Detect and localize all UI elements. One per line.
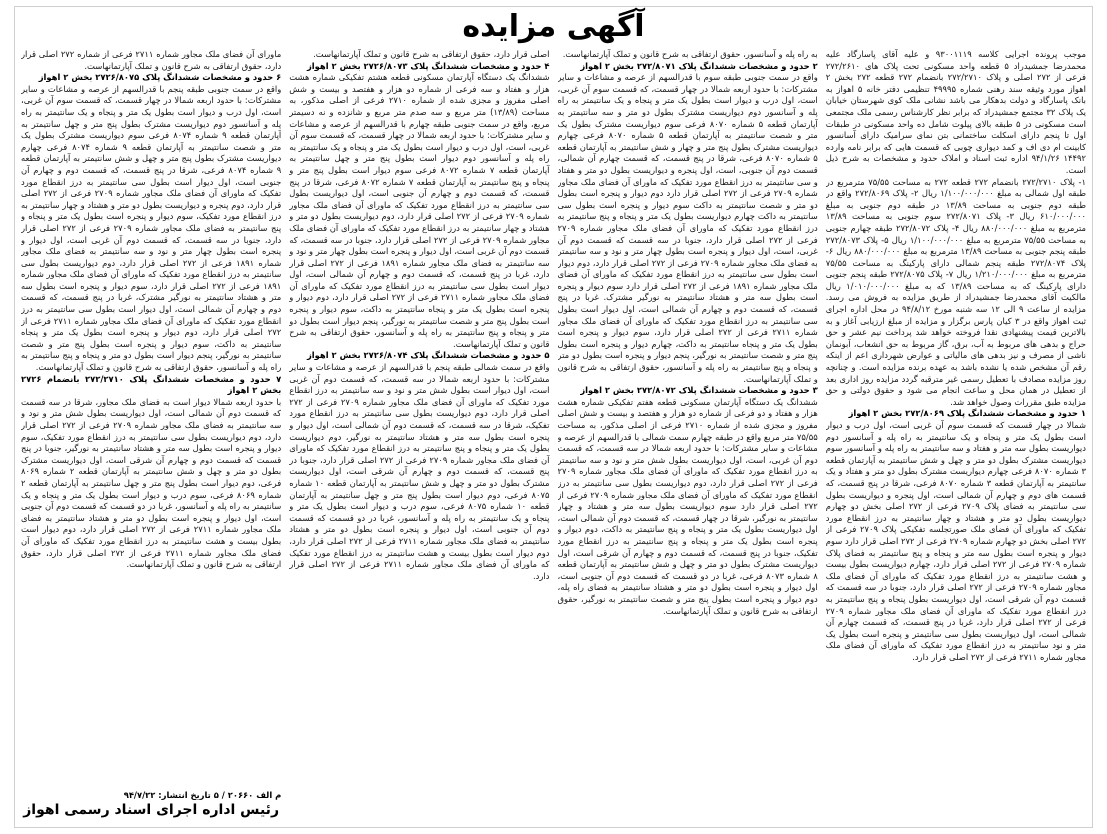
section-body-7-wrap (21, 397, 281, 571)
column-1 (826, 49, 1086, 819)
section-heading-6: ۶ حدود و مشخصات ششدانگ پلاک ۲۷۲۶/۸۰۷۵ بخش ۲ اهواز (38, 72, 282, 83)
section-body-3: ششدانگ یک دستگاه آپارتمان مسکونی قطعه هفتم تفکیکی شماره هشت هزار و هفتاد و دو فرعی از شماره دو هزار و هفتصد و بیست و شش اصلی مفروز و مجزی شده از شماره ۲۷۱۰ فرعی از اصلی مذکور، به مساحت ۷۵/۵۵ متر مربع واقع در طبقه چهارم سمت شمالی با قدرالسهم از عرصه و مشاعات و سایر مشترکات: با حدود اربعه شمالا در سه قسمت، که قسمت دوم آن غربی، است، اول دیواریست بطول شش متر و نود و سه سانتیمتر به درز انقطاع مورد تفکیک که ماورای آن فضای ملک مجاور شماره ۲۷۰۹ فرعی از ۲۷۲ اصلی قرار دارد، دوم دیواریست بطول سی سانتیمتر به درز انقطاع مورد تفکیک که ماورای آن فضای ملک مجاور شماره ۲۷۰۹ فرعی از ۲۷۲ اصلی قرار دارد سوم دیواریست بطول سه متر و هشتاد و چهار سانتیمتر به نورگیر، شرقا در چهار قسمت، که قسمت دوم آن شمالی است، اول دیواریست بطول یک متر و پنجاه و پنج سانتیمتر به داکت، دوم دیوار و پنجره است بطول یک متر و پنجاه و پنج سانتیمتر به درز انقطاع مورد تفکیک، جنوبا در پنج قسمت، که قسمت دوم و چهارم آن شرقی است، اول دیواریست مشترک بطول دو متر و چهل و شش سانتیمتر به آپارتمان قطعه ۸ شماره ۸۰۷۳ فرعی، غربا در دو قسمت که قسمت دوم آن جنوبی است، اول دیوار و پنجره است بطول دو متر و هشتاد سانتیمتر به فضای راه پله، دوم دیوار و پنجره است بطول پنج متر و شصت سانتیمتر به نورگیر، حقوق ارتفاقی به شرح قانون و تملک آپارتمانهاست. (557, 396, 818, 616)
intro-paragraph: موجب پرونده اجرایی کلاسه ۹۳۰۰۱۱۱۹ و علیه آقای پاسارگاد علیه محمدرضا جمشیدراد ۵ قطعه واحد مسکونی تحت پلاک های ۲۷۲/۲۶۱۰ فرعی از ۲۷۲ اصلی و پلاک ۲۷۲/۲۷۱۰ بانضمام ۲۷۲ قطعه ۲۷۲ بخش ۲ اهواز مورد وثیقه سند رهنی شماره ۴۹۹۹۵ تنظیمی دفتر خانه ۵ اهواز به بانک پاسارگاد و دولت بدهکار می باشد نشانی ملک کوی شهرستان خیابان یک پلاک ۳۲ مجتمع جمشیدراد که برابر نظر کارشناس رسمی ملک مجتمعی است مسکونی در ۵ طبقه بالای پیلوت شامل ده واحد مسکونی در طبقات اول تا پنجم دارای اسکلت ساختمانی بتن نمای سرامیک دارای آسانسور کابینت ام دی اف و کمد دیواری چوبی که قسمت هایی که برابر نامه وارده ۱۴۴۹۲ ۹۴/۱/۲۶ اداره ثبت اسناد و املاک حدود و مشخصات به شرح ذیل است. (825, 49, 1086, 175)
continued-paragraph: به راه پله و آسانسور، حقوق ارتفاقی به شرح قانون و تملک آپارتمانهاست. (562, 49, 818, 59)
continued-paragraph: ماورای آن فضای ملک مجاور شماره ۲۷۱۱ فرعی از شماره ۲۷۲ اصلی قرار دارد، حقوق ارتفاقی به شرح قانون و تملک آپارتمانهاست. (21, 49, 282, 71)
section-heading-4: ۴ حدود و مشخصات ششدانگ پلاک ۲۷۲۶/۸۰۷۳ بخش ۲ اهواز (306, 60, 550, 71)
column-4 (21, 49, 281, 819)
text-columns (21, 49, 1086, 819)
section-body-7: با حدود اربعه شمالا دیوار است به فضای ملک مجاور، شرقا در سه قسمت که قسمت دوم آن شمالی است، اول دیواریست بطول شش متر و نود و سه سانتیمتر به فضای ملک مجاور شماره ۲۷۰۹ فرعی از ۲۷۲ اصلی قرار دارد، دوم دیواریست بطول سی سانتیمتر به درز انقطاع مورد تفکیک، سوم دیوار و پنجره است بطول سه متر و هشتاد سانتیمتر به نورگیر، جنوبا در پنج قسمت که قسمت دوم و چهارم آن شرقی است، اول دیواریست مشترک بطول دو متر و چهل و شش سانتیمتر به آپارتمان قطعه ۲ شماره ۸۰۶۹ فرعی، دوم دیوار است بطول پنج متر و چهل سانتیمتر به آپارتمان قطعه ۲ شماره ۸۰۶۹ فرعی، سوم درب و دیوار است بطول یک متر و پنجاه و یک سانتیمتر به راه پله و آسانسور، غربا در دو قسمت که قسمت دوم آن جنوبی است، اول دیوار و پنجره است بطول دو متر و هشتاد سانتیمتر به فضای ملک مجاور شماره ۲۷۱۱ فرعی از ۲۷۲ اصلی قرار دارد، دوم دیوار است بطول بیست و هشت سانتیمتر به درز انقطاع مورد تفکیک که ماورای آن فضای ملک مجاور شماره ۲۷۱۱ فرعی از ۲۷۲ اصلی قرار دارد، حقوق ارتفاقی به شرح قانون و تملک آپارتمانهاست. (21, 396, 282, 570)
column-3 (289, 49, 549, 819)
section-heading-3: ۳ حدود و مشخصات ششدانگ پلاک ۲۷۲/۸۰۷۲ بخش ۲ اهواز (580, 385, 818, 396)
section-body-5: واقع در سمت شمالی طبقه پنجم با قدرالسهم از عرصه و مشاعات و سایر مشترکات: با حدود اربعه شمالا در سه قسمت، که قسمت دوم آن غربی است، اول دیوار است بطول شش متر و نود و سه سانتیمتر به درز انقطاع مورد تفکیک که ماورای آن فضای ملک مجاور شماره ۲۷۰۹ فرعی از ۲۷۲ اصلی قرار دارد، دوم دیواریست بطول سی سانتیمتر به درز انقطاع مورد تفکیک، شرقا در سه قسمت، که قسمت دوم آن شمالی است، اول دیوار و پنجره است بطول سه متر و هشتاد سانتیمتر به نورگیر، دوم دیواریست بطول یک متر و پنجاه و پنج سانتیمتر به درز انقطاع مورد تفکیک که ماورای آن فضای ملک مجاور شماره ۲۷۰۹ فرعی از ۲۷۲ اصلی قرار دارد، جنوبا در پنج قسمت، که قسمت دوم و چهارم آن شرقی است، اول دیواریست مشترک بطول دو متر و چهل و شش سانتیمتر به آپارتمان قطعه ۱۰ شماره ۸۰۷۵ فرعی، دوم دیوار است بطول پنج متر و چهل سانتیمتر به آپارتمان قطعه ۱۰ شماره ۸۰۷۵ فرعی، سوم درب و دیوار است بطول یک متر و پنجاه و یک سانتیمتر به راه پله و آسانسور، غربا در دو قسمت که قسمت دوم آن جنوبی است، اول دیوار و پنجره است بطول دو متر و هشتاد سانتیمتر به فضای ملک مجاور شماره ۲۷۱۱ فرعی از ۲۷۲ اصلی قرار دارد، دوم دیوار است بطول بیست و هشت سانتیمتر به درز انقطاع مورد تفکیک که ماورای آن فضای ملک مجاور شماره ۲۷۱۱ فرعی از ۲۷۲ اصلی قرار دارد. (289, 362, 550, 581)
publication-note: م الف ۲۰۶۶۰ / ۵ تاریخ انتشار: ۹۴/۷/۲۲ (123, 790, 282, 800)
section-body-2: واقع در سمت جنوبی طبقه سوم با قدرالسهم از عرصه و مشاعات و سایر مشترکات: با حدود اربعه شمالا در چهار قسمت، که قسمت سوم آن غربی، است، اول درب و دیوار است بطول یک متر و پنجاه و یک سانتیمتر به راه پله و آسانسور دوم دیواریست مشترک بطول دو متر و سه سانتیمتر به آپارتمان قطعه ۵ شماره ۸۰۷۰ فرعی سوم دیواریست مشترک بطول یک متر و شصت سانتیمتر به آپارتمان قطعه ۵ شماره ۸۰۷۰ فرعی چهارم دیواریست مشترک بطول پنج متر و چهار و شش سانتیمتر به آپارتمان قطعه ۵ شماره ۸۰۷۰ فرعی، شرقا در پنج قسمت، که قسمت چهارم آن شمالی، قسمت دوم آن جنوبی، است، اول پنجره و دیواریست بطول دو متر و هفتاد و سی سانتیمتر به درز انقطاع مورد تفکیک که ماورای آن فضای ملک مجاور شماره ۲۷۰۹ فرعی از ۲۷۲ اصلی قرار دارد دوم دیوار و پنجره است بطول دو متر و شصت سانتیمتر به داکت سوم دیوار و پنجره است بطول سی سانتیمتر به داکت چهارم دیواریست بطول یک متر و پنجاه و پنج سانتیمتر به درز انقطاع مورد تفکیک که ماورای آن فضای ملک مجاور شماره ۲۷۰۹ فرعی از ۲۷۲ اصلی قرار دارد، جنوبا در سه قسمت که قسمت دوم آن غربی، است، اول دیوار و پنجره است بطول چهار متر و نود و سه سانتیمتر به فضای ملک مجاور شماره ۲۷۰۹ فرعی از ۲۷۲ اصلی قرار دارد، دوم دیوار است بطول سی سانتیمتر به درز انقطاع مورد تفکیک که ماورای آن فضای ملک مجاور شماره ۱۸۹۱ فرعی از ۲۷۲ اصلی قرار دارد سوم دیوار و پنجره است بطول سه متر و هشتاد سانتیمتر به نورگیر مشترک. غربا در پنج قسمت، که قسمت دوم و چهارم آن شمالی است، اول دیوار است بطول سی سانتیمتر به درز انقطاع مورد تفکیک که ماورای آن فضای ملک مجاور شماره ۲۷۱۱ فرعی از ۲۷۲ اصلی قرار دارد، سوم دیوار و پنجره است بطول یک متر و پنجاه سانتیمتر به داکت، چهارم دیوار و پنجره است بطول پنج متر و شصت سانتیمتر به نورگیر، پنجم دیوار و پنجره است بطول دو متر و پنجاه و پنج سانتیمتر به راه پله و آسانسور، حقوق ارتفاقی به شرح قانون و تملک آپارتمانهاست. (557, 72, 818, 384)
signature: رئیس اداره اجرای اسناد رسمی اهواز (23, 802, 280, 818)
section-heading-2: ۲ حدود و مشخصات ششدانگ پلاک ۲۷۲/۸۰۷۱ بخش ۲ اهواز (580, 60, 818, 71)
section-body-1: شمالا در چهار قسمت که قسمت سوم آن غربی است، اول درب و دیوار است بطول یک متر و پنجاه و یک سانتیمتر به راه پله و آسانسور دوم دیواریست بطول سه متر و هفتاد و سه سانتیمتر به راه پله و آسانسور سوم دیواریست مشترک بطول دو متر و چهل و شش سانتیمتر به آپارتمان قطعه ۳ شماره ۸۰۷۰ فرعی چهارم دیواریست مشترک بطول دو متر و هفتاد و یک سانتیمتر به آپارتمان قطعه ۳ شماره ۸۰۷۰ فرعی، شرقا در پنج قسمت، که قسمت های دوم و چهارم آن شمالی است، اول پنجره و دیواریست بطول سی سانتیمتر به فضای پلاک ۲۷۰۹ فرعی از ۲۷۲ اصلی بخش دو چهارم دیواریست بطول دو متر و هشتاد و چهار سانتیمتر به درز انقطاع مورد تفکیک که ماورای آن فضای ملک صورتجلسه تفکیکی پلاک ۲۷۰۹ فرعی از ۲۷۲ اصلی بخش دو چهارم شماره ۲۷۰۹ فرعی از ۲۷۲ اصلی قرار دارد سوم دیوار و پنجره است بطول سه متر و پنجاه و پنج سانتیمتر به فضای پلاک شماره ۲۷۰۹ فرعی از ۲۷۲ اصلی قرار دارد، چهارم دیواریست بطول بیست و هشت سانتیمتر به درز انقطاع مورد تفکیک که ماورای آن فضای ملک مجاور شماره ۲۷۰۹ فرعی از ۲۷۲ اصلی قرار دارد، جنوبا در سه قسمت که قسمت دوم آن شرقی است، اول دیواریست بطول پنجاه و پنج سانتیمتر به درز انقطاع مورد تفکیک که ماورای آن فضای ملک مجاور شماره ۲۷۰۹ فرعی از ۲۷۲ اصلی قرار دارد، غربا در پنج قسمت، که قسمت چهارم آن شمالی است، اول دیواریست بطول سی سانتیمتر و پنجره است بطول یک متر و نود سانتیمتر به درز انقطاع مورد تفکیک که ماورای آن فضای ملک مجاور شماره ۲۷۱۱ فرعی از ۲۷۲ اصلی قرار دارد. (825, 420, 1086, 662)
newspaper-page (14, 6, 1093, 828)
section-heading-5: ۵ حدود و مشخصات ششدانگ پلاک ۲۷۲۶/۸۰۷۴ بخش ۲ اهواز (306, 350, 550, 361)
section-body-6: واقع در سمت جنوبی طبقه پنجم با قدرالسهم از عرصه و مشاعات و سایر مشترکات: با حدود اربعه شمالا در چهار قسمت، که قسمت سوم آن غربی، است، اول درب و دیوار است بطول یک متر و پنجاه و یک سانتیمتر به راه پله و آسانسور دوم دیواریست مشترک بطول پنج متر و چهل سانتیمتر به آپارتمان قطعه ۹ شماره ۸۰۷۴ فرعی سوم دیواریست مشترک بطول یک متر و شصت سانتیمتر به آپارتمان قطعه ۹ شماره ۸۰۷۴ فرعی چهارم دیواریست مشترک بطول پنج متر و چهل و شش سانتیمتر به آپارتمان قطعه ۹ شماره ۸۰۷۴ فرعی، شرقا در پنج قسمت، که قسمت دوم و چهارم آن جنوبی است، اول دیوار است بطول سی سانتیمتر به درز انقطاع مورد تفکیک که ماورای آن فضای ملک مجاور شماره ۲۷۰۹ فرعی از ۲۷۲ اصلی قرار دارد، دوم پنجره و دیواریست بطول دو متر و هشتاد و چهار سانتیمتر به درز انقطاع مورد تفکیک، سوم دیوار و پنجره است بطول یک متر و پنجاه و پنج سانتیمتر به فضای ملک مجاور شماره ۲۷۰۹ فرعی از ۲۷۲ اصلی قرار دارد، جنوبا در سه قسمت، که قسمت دوم آن غربی است، اول دیوار و پنجره است بطول چهار متر و نود و سه سانتیمتر به فضای ملک مجاور شماره ۱۸۹۱ فرعی از ۲۷۲ اصلی قرار دارد، دوم دیواریست بطول سی سانتیمتر به درز انقطاع مورد تفکیک که ماورای آن فضای ملک مجاور شماره ۱۸۹۱ فرعی از ۲۷۲ اصلی قرار دارد، سوم دیوار و پنجره است بطول سه متر و هشتاد سانتیمتر به نورگیر مشترک، غربا در پنج قسمت، که قسمت دوم و چهارم آن شمالی است، اول دیوار است بطول سی سانتیمتر به درز انقطاع مورد تفکیک که ماورای آن فضای ملک مجاور شماره ۲۷۱۱ فرعی از ۲۷۲ اصلی قرار دارد، دوم دیوار و پنجره است بطول یک متر و پنجاه سانتیمتر به داکت، سوم دیوار و پنجره است بطول پنج متر و شصت سانتیمتر به نورگیر، پنجم دیوار است بطول دو متر و پنجاه و پنج سانتیمتر به راه پله و آسانسور، حقوق ارتفاقی به شرح قانون و تملک آپارتمانهاست. (21, 83, 282, 373)
section-heading-1: ۱ حدود و مشخصات ششدانگ پلاک ۲۷۲/۸۰۶۹ بخش ۲ اهواز (848, 408, 1086, 419)
continued-paragraph: اصلی قرار دارد، حقوق ارتفاقی به شرح قانون و تملک آپارتمانهاست. (313, 49, 550, 59)
section-heading-7: ۷ حدود و مشخصات ششدانگ پلاک ۲۷۲/۲۷۱۰ بانضمام ۲۷۲۶ بخش ۲ اهواز (21, 373, 282, 396)
signature-block (21, 787, 281, 819)
column-2 (558, 49, 818, 819)
section-body-4: ششدانگ یک دستگاه آپارتمان مسکونی قطعه هشتم تفکیکی شماره هشت هزار و هفتاد و سه فرعی از شماره دو هزار و هفتصد و بیست و شش اصلی مفروز و مجزی شده از شماره ۲۷۱۰ فرعی از اصلی مذکور، به مساحت (۱۳/۸۹) متر مربع و سه صدم متر مربع و شانزده و نه دسیمتر مربع، واقع در سمت جنوبی طبقه چهارم با قدرالسهم از عرصه و مشاعات و سایر مشترکات: با حدود اربعه شمالا در چهار قسمت، که قسمت سوم آن غربی، است، اول درب و دیوار است بطول یک متر و پنجاه و یک سانتیمتر به راه پله و آسانسور دوم دیوار است بطول پنج متر و چهل سانتیمتر به آپارتمان قطعه ۷ شماره ۸۰۷۲ فرعی سوم دیوار است بطول پنج متر و پنجاه و پنج سانتیمتر به آپارتمان قطعه ۷ شماره ۸۰۷۲ فرعی، شرقا در پنج قسمت، که قسمت دوم و چهارم آن جنوبی است، اول دیواریست بطول سی سانتیمتر به درز انقطاع مورد تفکیک که ماورای آن فضای ملک مجاور شماره ۲۷۰۹ فرعی از ۲۷۲ اصلی قرار دارد، دوم دیواریست بطول دو متر و هشتاد و چهار سانتیمتر به درز انقطاع مورد تفکیک که ماورای آن فضای ملک مجاور شماره ۲۷۰۹ فرعی از ۲۷۲ اصلی قرار دارد، جنوبا در سه قسمت، که قسمت دوم آن غربی است، اول دیوار و پنجره است بطول چهار متر و نود و سه سانتیمتر به فضای ملک مجاور شماره ۱۸۹۱ فرعی از ۲۷۲ اصلی قرار دارد، غربا در پنج قسمت، که قسمت دوم و چهارم آن شمالی است، اول دیوار است بطول سی سانتیمتر به درز انقطاع مورد تفکیک که ماورای آن فضای ملک مجاور شماره ۲۷۱۱ فرعی از ۲۷۲ اصلی قرار دارد، دوم دیوار و پنجره است بطول یک متر و پنجاه سانتیمتر به داکت، سوم دیوار و پنجره است بطول پنج متر و شصت سانتیمتر به نورگیر، پنجم دیوار است بطول دو متر و پنجاه و پنج سانتیمتر به راه پله و آسانسور، حقوق ارتفاقی به شرح قانون و تملک آپارتمانهاست. (289, 72, 550, 349)
page-title: آگهی مزایده (462, 9, 645, 44)
prices-paragraph: ۱- پلاک ۲۷۲/۲۷۱۰ بانضمام ۲۷۲ قطعه ۲۷۲ به مساحت ۷۵/۵۵ مترمربع در طبقه اول شمالی به مبلغ ۱/۱۰۰/۰۰۰/۰۰۰ ریال ۲- پلاک ۲۷۲/۸۰۶۹ واقع در طبقه دوم جنوبی به مساحت ۱۳/۸۹ در طبقه دوم جنوبی به مبلغ ۶۱۰/۰۰۰/۰۰۰ ریال ۳- پلاک ۲۷۲/۸۰۷۱ سوم جنوبی به مساحت ۱۳/۸۹ مترمربع به مبلغ ۸۸۰/۰۰۰/۰۰۰ ریال ۴- پلاک ۲۷۲/۸۰۷۲ طبقه چهارم جنوبی به مساحت ۷۵/۵۵ مترمربع به مبلغ ۱/۱۰۰/۰۰۰/۰۰۰ ریال ۵- پلاک ۲۷۲/۸۰۷۳ طبقه پنجم جنوبی به مساحت ۱۳/۸۹ مترمربع به مبلغ ۸۸۰/۰۰۰/۰۰۰ ریال ۶- پلاک ۲۷۲/۸۰۷۴ طبقه پنجم شمالی دارای پارکینگ به مساحت ۷۵/۵۵ مترمربع به مبلغ ۱/۲۱۰/۰۰۰/۰۰۰ ریال ۷- پلاک ۲۷۲/۸۰۷۵ طبقه پنجم جنوبی دارای پارکینگ که به مساحت ۱۳/۸۹ که به مبلغ ۱/۰۱۰/۰۰۰/۰۰۰ ریال مالکیت آقای محمدرضا جمشیدراد از طریق مزایده به فروش می رسد. مزایده از ساعت ۹ الی ۱۲ سه شنبه مورخ ۹۴/۸/۱۲ در محل اداره اجرای ثبت اهواز واقع در ۳ کیان پارس برگزار و مزایده از مبلغ ارزیابی آغاز و به بالاترین قیمت پیشنهادی نقدا فروخته خواهد شد پرداخت نیم عشر و حق حراج و بدهی های مربوط به آب، برق، گاز مربوط به حق انشعاب، آبونمان ناشی از مصرف و نیز بدهی های مالیاتی و عوارض شهرداری اعم از اینکه رقم آن مشخص شده یا نشده باشد به عهده برنده مزایده است. و چنانچه روز مزایده مصادف با تعطیل رسمی غیر مترقبه گردد مزایده روز اداری بعد از تعطیل در همان محل و ساعت انجام می شود و حقوق دولتی و حق مزایده طبق مقررات وصول خواهد شد. (825, 176, 1086, 407)
